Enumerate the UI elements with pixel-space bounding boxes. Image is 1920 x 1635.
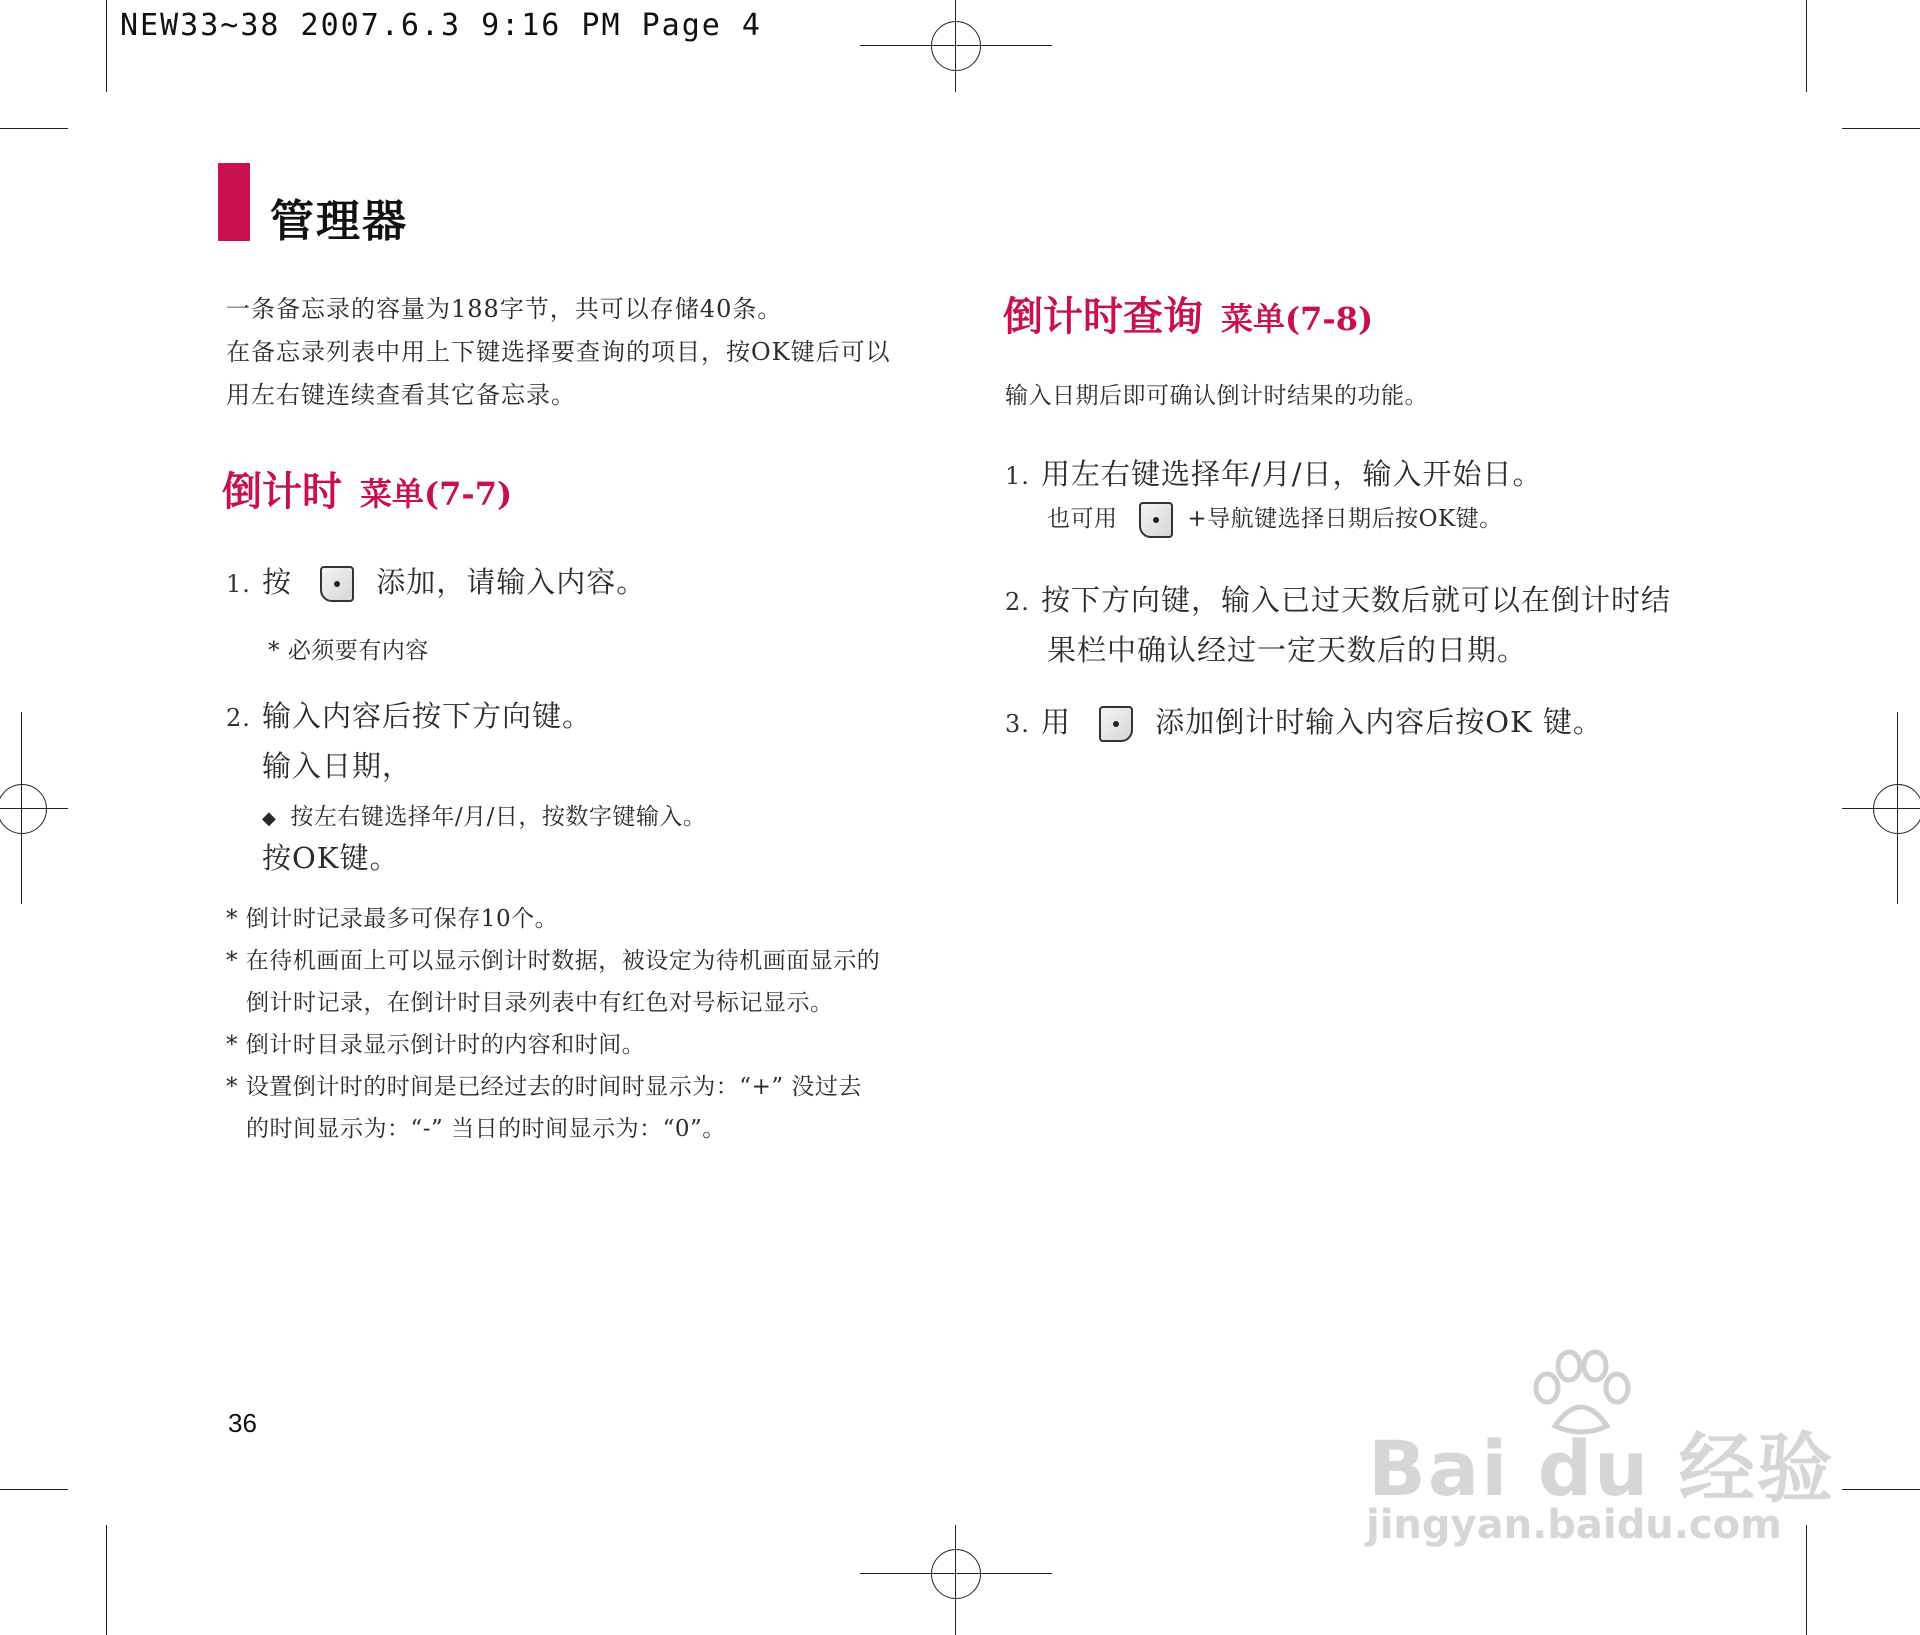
query-step-1 <box>1005 452 1543 493</box>
step-text: 按OK键。 <box>262 841 400 875</box>
note-line: * 倒计时目录显示倒计时的内容和时间。 <box>226 1032 646 1058</box>
bullet-text: 按左右键选择年/月/日，按数字键输入。 <box>290 804 707 830</box>
query-intro: 输入日期后即可确认倒计时结果的功能。 <box>1005 383 1428 409</box>
step-text: 按 <box>262 565 293 599</box>
note-line: * 在待机画面上可以显示倒计时数据，被设定为待机画面显示的 <box>226 948 881 974</box>
memo-intro <box>226 288 926 417</box>
watermark-brand: Bai du 经验 <box>1368 1424 1835 1513</box>
step-text: 添加倒计时输入内容后按OK 键。 <box>1155 705 1603 739</box>
heading-menu: 菜单(7-8) <box>1221 300 1374 338</box>
crop-mark <box>1842 128 1920 129</box>
crop-mark <box>1806 1525 1807 1635</box>
step-note: * 必须要有内容 <box>268 638 429 664</box>
watermark-url: jingyan.baidu.com <box>1366 1502 1782 1548</box>
heading-title: 倒计时查询 <box>1003 294 1203 340</box>
crop-mark <box>0 128 68 129</box>
intro-line: 用左右键连续查看其它备忘录。 <box>226 381 576 409</box>
soft-key-icon <box>1099 706 1133 742</box>
note-line: 的时间显示为：“-” 当日的时间显示为：“0”。 <box>246 1116 726 1142</box>
crop-mark <box>106 0 107 92</box>
section-accent-bar <box>218 163 250 241</box>
heading-title: 倒计时 <box>222 469 342 515</box>
query-step-1-sub <box>1047 500 1503 538</box>
crop-mark <box>106 1525 107 1635</box>
crop-mark <box>1842 1489 1920 1490</box>
step-text: +导航键选择日期后按OK键。 <box>1187 506 1503 532</box>
step-text: 输入日期， <box>262 749 413 783</box>
heading-menu: 菜单(7-7) <box>360 475 513 513</box>
registration-mark <box>1873 784 1920 834</box>
step-text: 用左右键选择年/月/日，输入开始日。 <box>1041 457 1543 491</box>
countdown-notes <box>226 898 906 1150</box>
step-bullet <box>262 798 706 831</box>
registration-mark <box>931 21 981 71</box>
intro-line: 一条备忘录的容量为188字节，共可以存储40条。 <box>226 295 783 323</box>
step-number: 1. <box>1005 462 1030 490</box>
step-number: 2. <box>226 704 251 732</box>
crop-mark <box>0 1489 68 1490</box>
print-file-info: NEW33~38 2007.6.3 9:16 PM Page 4 <box>120 8 762 43</box>
countdown-step-1 <box>226 560 646 602</box>
note-line: * 倒计时记录最多可保存10个。 <box>226 906 559 932</box>
query-step-3 <box>1005 700 1603 742</box>
note-line: * 设置倒计时的时间是已经过去的时间时显示为：“+” 没过去 <box>226 1074 862 1100</box>
step-text: 果栏中确认经过一定天数后的日期。 <box>1047 633 1528 667</box>
soft-key-icon <box>1139 502 1173 538</box>
soft-key-icon <box>320 566 354 602</box>
step-number: 2. <box>1005 588 1030 616</box>
step-text: 也可用 <box>1047 506 1118 532</box>
query-step-2 <box>1005 576 1671 674</box>
step-number: 1. <box>226 570 251 598</box>
intro-line: 在备忘录列表中用上下键选择要查询的项目，按OK键后可以 <box>226 338 891 366</box>
countdown-query-heading <box>1003 285 1373 342</box>
note-line: 倒计时记录，在倒计时目录列表中有红色对号标记显示。 <box>246 990 834 1016</box>
registration-mark <box>931 1549 981 1599</box>
registration-mark <box>0 784 47 834</box>
page-number: 36 <box>228 1408 257 1438</box>
step-text: 输入内容后按下方向键。 <box>262 699 593 733</box>
step-text: 用 <box>1041 705 1072 739</box>
crop-mark <box>1806 0 1807 92</box>
countdown-heading <box>222 460 512 517</box>
countdown-step-2 <box>226 692 592 790</box>
diamond-bullet-icon: ◆ <box>262 808 277 829</box>
step-text: 添加，请输入内容。 <box>376 565 647 599</box>
step-number: 3. <box>1005 710 1030 738</box>
step-text: 按下方向键，输入已过天数后就可以在倒计时结 <box>1041 583 1672 617</box>
section-title: 管理器 <box>270 196 408 247</box>
